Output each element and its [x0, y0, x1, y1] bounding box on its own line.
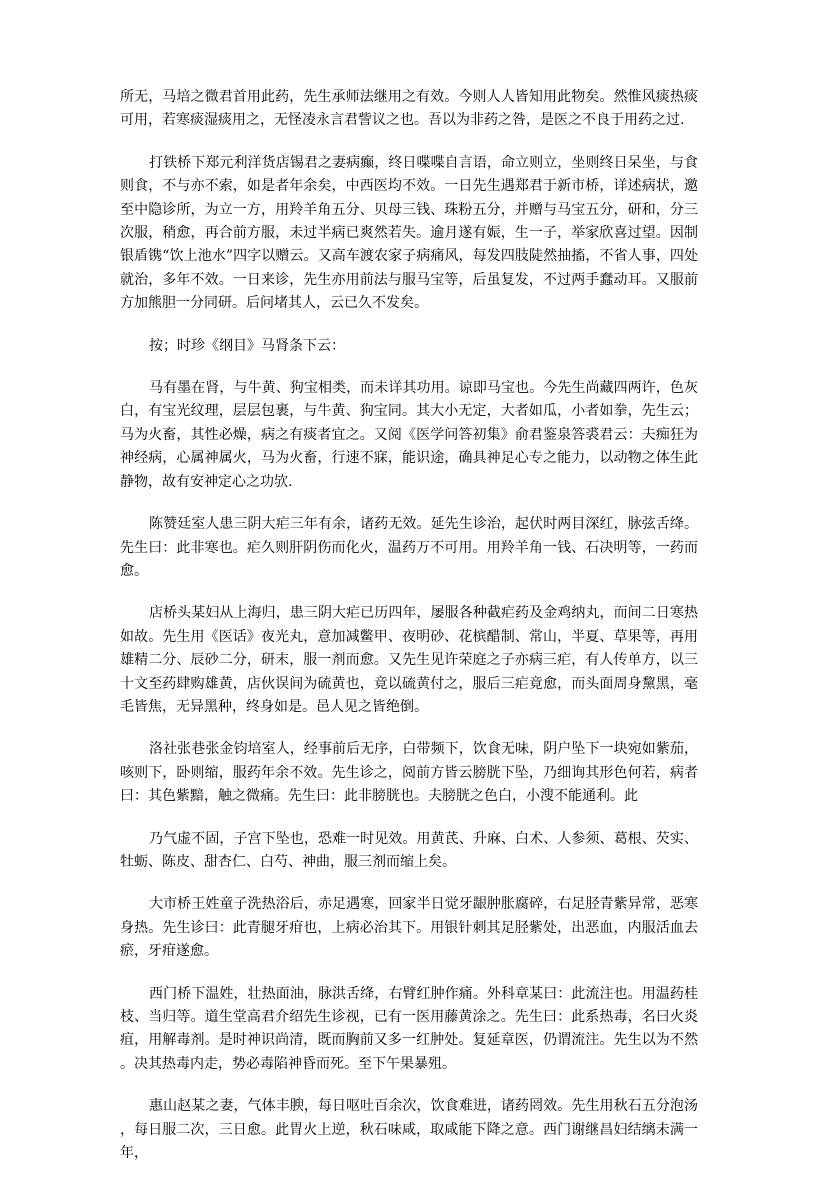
paragraph-zheng-wife-case: 打铁桥下郑元利洋货店锡君之妻病癫，终日喋喋自言语，命立则立，坐则终日呆坐，与食则食，不与亦不索，如是者年余矣，中西医均不效。一日先生遇郑君于新市桥，详述病状，邀至中隐诊所，为立一方，用羚羊角五分、贝母三钱、珠粉五分，并赠与马宝五分，研和，分三次服，稍愈，再合前方服，未过半病已爽然若失。逾月遂有娠，生一子，举家欣喜过望。因制银盾镌“饮上池水”四字以赠云。又高车渡农家子病痛风，每发四肢陡然抽搐，不省人事，四处就治，多年不效。一日来诊，先生亦用前法与服马宝等，后虽复发，不过两手蠢动耳。又服前方加熊胆一分同研。后问堵其人，云已久不发矣。: [120, 154, 698, 312]
paragraph-ma-bao-description: 马有墨在肾，与牛黄、狗宝相类，而未详其功用。谅即马宝也。今先生尚藏四两许，色灰白，有宝光纹理，层层包裹，与牛黄、狗宝同。其大小无定，大者如瓜，小者如拳，先生云；马为火畜，其性必燥，病之有痰者宜之。又阅《医学问答初集》俞君鉴泉答裘君云：夫痴狂为神经病，心属神属火，马为火畜，行速不寐，能识途，确具神足心专之能力，以动物之体生此静物，故有安神定心之功欤.: [120, 380, 698, 490]
document-page: [120, 86, 698, 1184]
paragraph-zhang-case-continued: 乃气虚不固，子宫下坠也，恐难一时见效。用黄芪、升麻、白术、人参须、葛根、芡实、牡蛎、陈皮、甜杏仁、白芍、神曲，服三剂而缩上矣。: [120, 830, 698, 870]
paragraph-zhao-wife-case: 惠山赵某之妻，气体丰腴，每日呕吐百余次，饮食难进，诸药罔效。先生用秋石五分泡汤，每日服二次，三日愈。此胃火上逆，秋石味咸，取咸能下降之意。西门谢继昌妇结缡未满一年，: [120, 1098, 698, 1162]
paragraph-wang-boy-case: 大市桥王姓童子洗热浴后，赤足遇寒，回家半日觉牙龈肿胀腐碎，右足胫青紫异常，恶寒身热。先生诊曰：此青腿牙疳也，上病必治其下。用银针刺其足胫紫处，出恶血，内服活血去瘀，牙疳遂愈。: [120, 896, 698, 960]
paragraph-chen-case: 陈赞廷室人患三阴大疟三年有余，诸药无效。延先生诊治，起伏时两目深红，脉弦舌绛。先生曰：此非寒也。疟久则肝阴伤而化火，温药万不可用。用羚羊角一钱、石决明等，一药而愈。: [120, 516, 698, 579]
paragraph-dianqiao-case: 店桥头某妇从上海归，患三阴大疟已历四年，屡服各种截疟药及金鸡纳丸，而间二日寒热如故。先生用《医话》夜光丸，意加减鳖甲、夜明砂、花槟醋制、常山，半夏、草果等，再用雄精二分、辰砂二分，研末，服一剂而愈。又先生见许荣庭之子亦病三疟，有人传单方，以三十文至药肆购雄黄，店伙误间为硫黄也，竟以硫黄付之，服后三疟竟愈，而头面周身黧黑，毫毛皆焦，无异黑种，终身如是。邑人见之皆绝倒。: [120, 605, 698, 715]
paragraph-note-heading: 按；时珍《纲目》马肾条下云：: [149, 337, 345, 354]
paragraph-wen-case: 西门桥下温姓，壮热面油，脉洪舌绛，右臂红肿作痛。外科章某曰：此流注也。用温药桂枝、当归等。道生堂高君介绍先生诊视，已有一医用藤黄涂之。先生曰：此系热毒，名曰火炎疽，用解毒剂。是时神识尚清，既而胸前又多一红肿处。复延章医，仍谓流注。先生以为不然。决其热毒内走，势必毒陷神昏而死。至下午果暴殂。: [120, 985, 698, 1072]
paragraph-zhang-case: 洛社张巷张金钧培室人，经事前后无序，白带频下，饮食无味，阴户坠下一块宛如紫茄，咳则下，卧则缩，服药年余不效。先生诊之，阅前方皆云膀胱下坠，乃细询其形色何若，病者曰：其色紫黯，触之微痛。先生曰：此非膀胱也。夫膀胱之色白，小溲不能通利。此: [120, 741, 698, 805]
paragraph-ma-bao-intro: 所无，马培之微君首用此药，先生承师法继用之有效。今则人人皆知用此物矣。然惟风痰热痰可用，若寒痰湿痰用之，无怪凌永言君訾议之也。吾以为非药之咎，是医之不良于用药之过.: [120, 89, 698, 129]
